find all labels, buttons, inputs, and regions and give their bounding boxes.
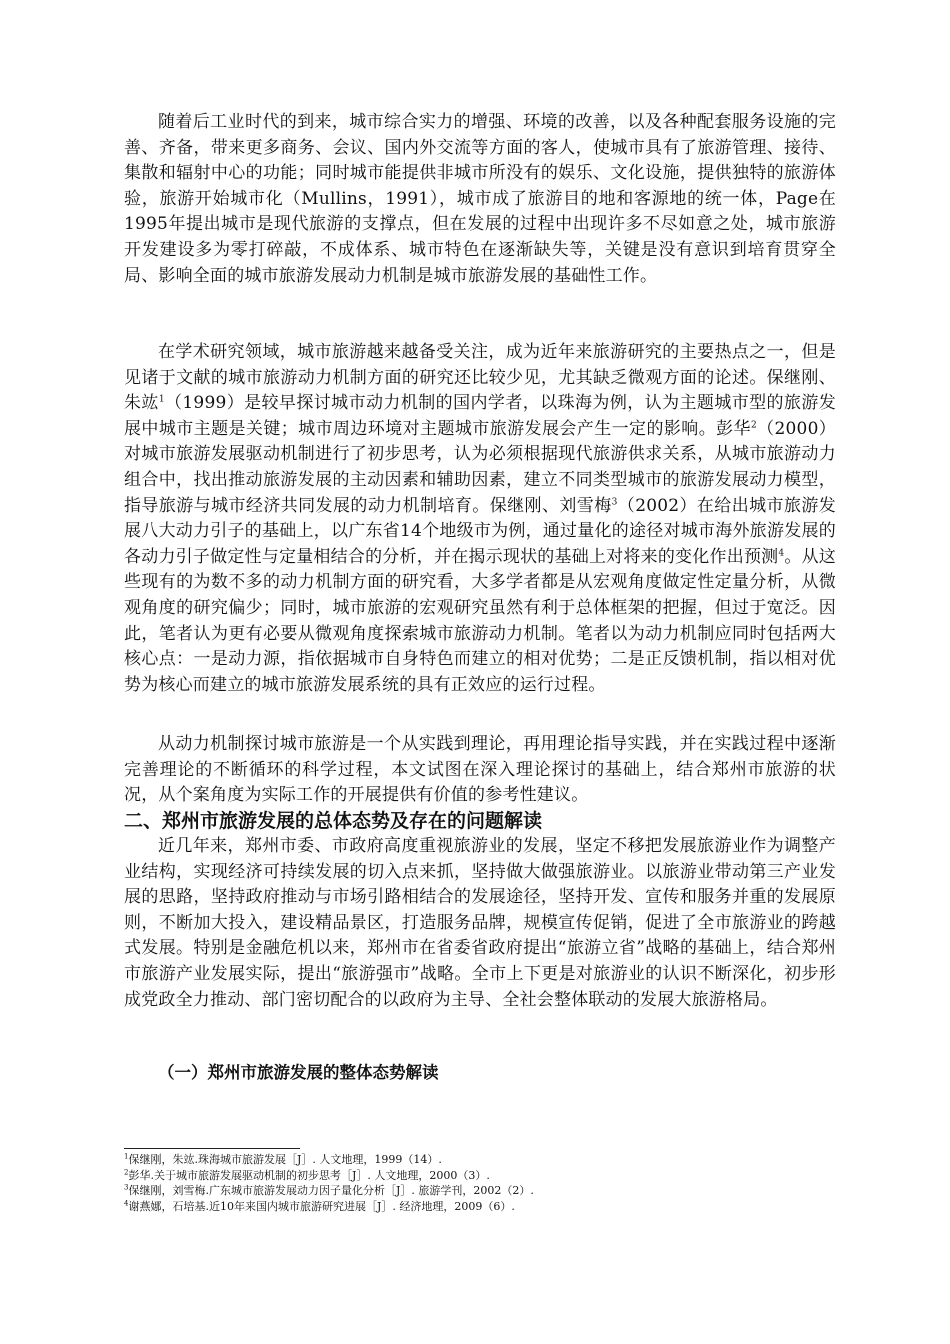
footnote-text: 保继刚，朱竑.珠海城市旅游发展［J］. 人文地理，1999（14）. <box>128 1153 442 1166</box>
footnote-item <box>124 1168 836 1184</box>
literature-text-part2: （1999）是较早探讨城市动力机制的国内学者，以珠海为例，认为主题城市型的旅游发展中城市主题是关键；城市周边环境对主题城市旅游发展会产生一定的影响。彭华 <box>124 393 837 439</box>
footnote-item <box>124 1152 836 1168</box>
footnote-ref-4: 4 <box>778 548 785 559</box>
footnote-ref-2: 2 <box>750 420 757 431</box>
section-heading-2: 二、郑州市旅游发展的总体态势及存在的问题解读 <box>124 810 543 832</box>
subsection-heading-1: （一）郑州市旅游发展的整体态势解读 <box>158 1063 439 1082</box>
zhengzhou-overview-paragraph: 近几年来，郑州市委、市政府高度重视旅游业的发展，坚定不移把发展旅游业作为调整产业结构，实现经济可持续发展的切入点来抓，坚持做大做强旅游业。以旅游业带动第三产业发展的思路，坚持政府推动与市场引路相结合的发展途径，坚持开发、宣传和服务并重的发展原则，不断加大投入，建设精品景区，打造服务品牌，规模宣传促销，促进了全市旅游业的跨越式发展。特别是金融危机以来，郑州市在省委省政府提出“旅游立省”战略的基础上，结合郑州市旅游产业发展实际，提出“旅游强市”战略。全市上下更是对旅游业的认识不断深化，初步形成党政全力推动、部门密切配合的以政府为主导、全社会整体联动的发展大旅游格局。 <box>124 836 836 1010</box>
footnote-text: 保继刚，刘雪梅.广东城市旅游发展动力因子量化分析［J］. 旅游学刊，2002（2）. <box>128 1184 534 1198</box>
footnote-item <box>124 1199 836 1215</box>
footnote-number: 2 <box>124 1167 129 1176</box>
footnote-ref-1: 1 <box>158 394 165 405</box>
literature-review-paragraph <box>124 340 836 698</box>
literature-text-part3: （2000）对城市旅游发展驱动机制进行了初步思考，认为必须根据现代旅游供求关系，从城市旅游动力组合中，找出推动旅游发展的主动因素和辅助因素，建立不同类型城市的旅游发展动力模型，指导旅游与城市经济共同发展的动力机制培育。保继刚、刘雪梅 <box>124 418 836 516</box>
footnote-divider <box>124 1148 300 1149</box>
footnote-number: 4 <box>124 1199 129 1208</box>
footnote-item <box>124 1183 836 1199</box>
footnote-ref-3: 3 <box>611 496 618 507</box>
footnote-text: 彭华.关于城市旅游发展驱动机制的初步思考［J］. 人文地理，2000（3）. <box>128 1168 490 1182</box>
literature-text-part5: 。从这些现有的为数不多的动力机制方面的研究看，大多学者都是从宏观角度做定性定量分析，从微观角度的研究偏少；同时，城市旅游的宏观研究虽然有利于总体框架的把握，但过于宽泛。因此，笔者认为更有必要从微观角度探索城市旅游动力机制。笔者以为动力机制应同时包括两大核心点：一是动力源，指依据城市自身特色而建立的相对优势；二是正反馈机制，指以相对优势为核心而建立的城市旅游发展系统的具有正效应的运行过程。 <box>124 546 836 695</box>
footnote-list <box>124 1152 836 1214</box>
footnote-number: 1 <box>124 1152 129 1161</box>
intro-paragraph: 随着后工业时代的到来，城市综合实力的增强、环境的改善，以及各种配套服务设施的完善、齐备，带来更多商务、会议、国内外交流等方面的客人，使城市具有了旅游管理、接待、集散和辐射中心的功能；同时城市能提供非城市所没有的娱乐、文化设施，提供独特的旅游体验，旅游开始城市化（Mullins，1991），城市成了旅游目的地和客源地的统一体，Page在1995年提出城市是现代旅游的支撑点，但在发展的过程中出现许多不尽如意之处，城市旅游开发建设多为零打碎敲，不成体系、城市特色在逐渐缺失等，关键是没有意识到培育贯穿全局、影响全面的城市旅游发展动力机制是城市旅游发展的基础性工作。 <box>124 112 836 286</box>
footnote-text: 谢燕娜，石培基.近10年来国内城市旅游研究进展［J］. 经济地理，2009（6）. <box>128 1199 515 1213</box>
footnote-number: 3 <box>124 1183 129 1192</box>
literature-text-part4: （2002）在给出城市旅游发展八大动力引子的基础上，以广东省14个地级市为例，通过量化的途径对城市海外旅游发展的各动力引子做定性与定量相结合的分析，并在揭示现状的基础上对将来的变化作出预测 <box>124 495 836 567</box>
method-paragraph: 从动力机制探讨城市旅游是一个从实践到理论，再用理论指导实践，并在实践过程中逐渐完善理论的不断循环的科学过程，本文试图在深入理论探讨的基础上，结合郑州市旅游的状况，从个案角度为实际工作的开展提供有价值的参考性建议。 <box>124 734 836 806</box>
literature-text-part1: 在学术研究领域，城市旅游越来越备受关注，成为近年来旅游研究的主要热点之一，但是见诸于文献的城市旅游动力机制方面的研究还比较少见，尤其缺乏微观方面的论述。保继刚、朱竑 <box>124 342 836 414</box>
